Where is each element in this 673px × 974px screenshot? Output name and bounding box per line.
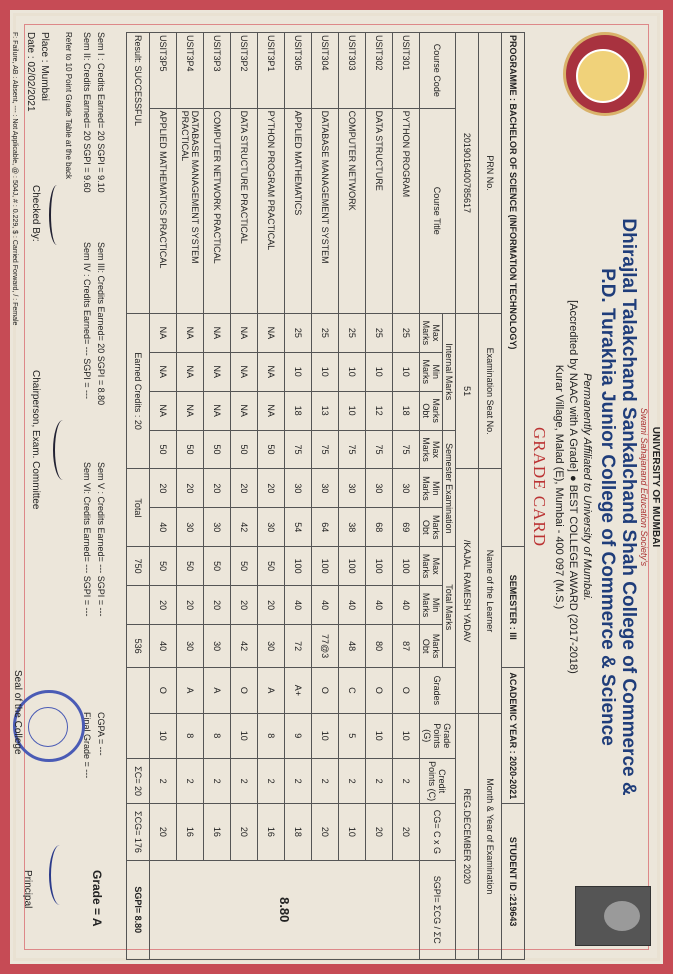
course-s-min: 20 [231, 469, 258, 508]
course-i-obt: 13 [312, 391, 339, 430]
chairperson-signature [53, 420, 73, 480]
course-title: DATABASE MANAGEMENT SYSTEM PRACTICAL [177, 108, 204, 313]
course-s-max: 50 [177, 430, 204, 469]
course-t-obt: 77@3 [312, 625, 339, 668]
place-text: Place : Mumbai [39, 32, 50, 101]
course-t-obt: 30 [177, 625, 204, 668]
course-i-min: NA [204, 352, 231, 391]
date-text: Date : 02/02/2021 [25, 32, 36, 112]
course-i-max: 25 [366, 313, 393, 352]
course-grade: O [150, 668, 177, 713]
course-s-obt: 30 [258, 508, 285, 547]
course-i-max: 25 [285, 313, 312, 352]
course-s-min: 20 [177, 469, 204, 508]
course-code: USIT304 [312, 33, 339, 109]
course-rows [150, 33, 420, 960]
sem4-line: Sem IV : Credits Earned= --- SGPI = --- [82, 242, 92, 400]
prn-label: PRN No. [479, 33, 502, 314]
label-row [479, 33, 502, 960]
col-int-obt: Marks Obt [420, 391, 443, 430]
course-s-obt: 54 [285, 508, 312, 547]
result-cell: Result: SUCCESSFUL [127, 33, 150, 314]
course-title: DATABASE MANAGEMENT SYSTEM [312, 108, 339, 313]
course-gp: 9 [285, 713, 312, 758]
course-t-obt: 30 [204, 625, 231, 668]
earned-credits-cell: Earned Credits : 20 [127, 313, 150, 469]
course-gp: 8 [204, 713, 231, 758]
programme-row [502, 33, 525, 960]
course-cg: 16 [258, 804, 285, 860]
course-s-min: 30 [366, 469, 393, 508]
principal-label: Principal [22, 870, 33, 909]
course-i-obt: NA [258, 391, 285, 430]
course-cp: 2 [312, 758, 339, 803]
course-cp: 2 [177, 758, 204, 803]
table-row [312, 33, 339, 960]
course-grade: O [366, 668, 393, 713]
sem1-line: Sem I : Credits Earned= 20 SGPI = 9.10 [96, 32, 106, 193]
course-grade: O [393, 668, 420, 713]
course-title: DATA STRUCTURE PRACTICAL [231, 108, 258, 313]
col-grades: Grades [420, 668, 456, 713]
course-i-min: 10 [393, 352, 420, 391]
course-title: DATA STRUCTURE [366, 108, 393, 313]
course-s-max: 75 [366, 430, 393, 469]
student-id-cell: STUDENT ID :219643 [502, 804, 525, 960]
course-s-obt: 30 [177, 508, 204, 547]
exam-value: REG.DECEMBER 2020 [456, 713, 479, 959]
course-cp: 2 [231, 758, 258, 803]
table-row [204, 33, 231, 960]
college-name [597, 130, 639, 884]
course-t-obt: 72 [285, 625, 312, 668]
course-t-obt: 30 [258, 625, 285, 668]
college-seal-stamp [13, 690, 85, 762]
sum-c-cell: ΣC= 20 [127, 758, 150, 803]
course-cg: 18 [285, 804, 312, 860]
course-t-max: 50 [177, 547, 204, 586]
course-cg: 20 [366, 804, 393, 860]
cgpa-line: CGPA = --- [96, 712, 106, 756]
course-cg: 20 [393, 804, 420, 860]
col-sem-obt: Marks Obt [420, 508, 443, 547]
course-cg: 20 [231, 804, 258, 860]
course-t-min: 20 [204, 586, 231, 625]
refer-note: Refer to 10 Point Grade Table at the back [64, 32, 73, 180]
course-i-min: 10 [366, 352, 393, 391]
grade-final: Grade = A [90, 870, 104, 927]
course-t-obt: 42 [231, 625, 258, 668]
course-t-max: 100 [285, 547, 312, 586]
col-total-marks: Total Marks [443, 547, 456, 668]
accreditation-text: [Accredited by NAAC with A Grade] ● BEST COLLEGE AWARD (2017-2018) [567, 300, 579, 674]
course-i-min: 10 [339, 352, 366, 391]
grade-table [126, 32, 525, 960]
course-s-obt: 40 [150, 508, 177, 547]
course-i-min: 10 [312, 352, 339, 391]
col-sem-max: Max Marks [420, 430, 443, 469]
course-gp: 10 [312, 713, 339, 758]
course-s-max: 50 [150, 430, 177, 469]
course-title: APPLIED MATHEMATICS PRACTICAL [150, 108, 177, 313]
course-t-obt: 87 [393, 625, 420, 668]
course-cg: 16 [177, 804, 204, 860]
checked-by-label: Checked By: [30, 185, 41, 242]
prn-value: 2019016400785617 [456, 33, 479, 314]
course-i-obt: NA [150, 391, 177, 430]
course-code: USIT3P5 [150, 33, 177, 109]
course-i-max: NA [150, 313, 177, 352]
course-s-max: 50 [231, 430, 258, 469]
course-s-max: 50 [258, 430, 285, 469]
course-i-max: NA [177, 313, 204, 352]
final-grade-line: Final Grade = --- [82, 712, 92, 779]
course-t-max: 100 [339, 547, 366, 586]
course-t-max: 50 [204, 547, 231, 586]
course-title: COMPUTER NETWORK [339, 108, 366, 313]
course-t-min: 40 [339, 586, 366, 625]
course-grade: A [258, 668, 285, 713]
exam-label: Month & Year of Examination [479, 713, 502, 959]
course-cp: 2 [150, 758, 177, 803]
course-t-obt: 48 [339, 625, 366, 668]
course-grade: A [204, 668, 231, 713]
total-max-cell: 750 [127, 547, 150, 586]
course-t-min: 20 [231, 586, 258, 625]
course-i-obt: 18 [393, 391, 420, 430]
value-row [456, 33, 479, 960]
chairperson-label: Chairperson, Exam. Committee [30, 370, 41, 510]
course-t-min: 40 [285, 586, 312, 625]
learner-value: /KAJAL RAMESH YADAV [456, 469, 479, 713]
col-grade-points: Grade Points (G) [420, 713, 456, 758]
col-sem-min: Min Marks [420, 469, 443, 508]
course-gp: 10 [393, 713, 420, 758]
table-row [285, 33, 312, 960]
seat-value: 51 [456, 313, 479, 469]
course-gp: 10 [231, 713, 258, 758]
course-grade: A+ [285, 668, 312, 713]
course-i-obt: NA [204, 391, 231, 430]
academic-year-cell: ACADEMIC YEAR : 2020-2021 [502, 668, 525, 804]
course-code: USIT3P2 [231, 33, 258, 109]
course-cp: 2 [366, 758, 393, 803]
programme-cell: PROGRAMME : BACHELOR OF SCIENCE (INFORMATION TECHNOLOGY) [502, 33, 525, 547]
course-i-obt: 18 [285, 391, 312, 430]
course-s-min: 30 [312, 469, 339, 508]
course-i-max: NA [204, 313, 231, 352]
course-cg: 10 [339, 804, 366, 860]
col-course-code: Course Code [420, 33, 456, 109]
course-s-min: 20 [258, 469, 285, 508]
college-name-line2: P.D. Turakhia Junior College of Commerce & Science [597, 268, 618, 746]
seal-label: Seal of the College [12, 670, 23, 755]
col-tot-min: Min Marks [420, 586, 443, 625]
course-s-max: 75 [339, 430, 366, 469]
table-row [150, 33, 177, 960]
course-code: USIT301 [393, 33, 420, 109]
course-s-obt: 64 [312, 508, 339, 547]
course-s-obt: 42 [231, 508, 258, 547]
course-cp: 2 [285, 758, 312, 803]
course-i-max: NA [231, 313, 258, 352]
course-i-min: NA [231, 352, 258, 391]
course-i-min: NA [150, 352, 177, 391]
sem6-line: Sem VI: Credits Earned= --- SGPI = --- [82, 462, 92, 617]
course-i-min: NA [258, 352, 285, 391]
course-t-max: 100 [366, 547, 393, 586]
course-title: COMPUTER NETWORK PRACTICAL [204, 108, 231, 313]
course-s-obt: 38 [339, 508, 366, 547]
table-row [339, 33, 366, 960]
course-t-max: 100 [393, 547, 420, 586]
course-title: APPLIED MATHEMATICS [285, 108, 312, 313]
course-t-max: 50 [258, 547, 285, 586]
course-code: USIT3P3 [204, 33, 231, 109]
course-s-obt: 30 [204, 508, 231, 547]
col-course-title: Course Title [420, 108, 456, 313]
course-i-max: 25 [393, 313, 420, 352]
course-s-obt: 69 [393, 508, 420, 547]
course-s-min: 30 [339, 469, 366, 508]
blank-cell [127, 668, 150, 759]
course-s-max: 75 [285, 430, 312, 469]
course-i-max: NA [258, 313, 285, 352]
course-grade: A [177, 668, 204, 713]
course-cg: 16 [204, 804, 231, 860]
sem5-line: Sem V : Credits Earned= --- SGPI = --- [96, 462, 106, 617]
col-cg: CG= C x G [420, 804, 456, 860]
course-i-min: 10 [285, 352, 312, 391]
col-tot-obt: Marks Obt [420, 625, 443, 668]
course-t-min: 20 [258, 586, 285, 625]
table-row [177, 33, 204, 960]
course-t-obt: 40 [150, 625, 177, 668]
course-cp: 2 [339, 758, 366, 803]
course-t-min: 40 [366, 586, 393, 625]
course-t-max: 100 [312, 547, 339, 586]
course-s-min: 30 [285, 469, 312, 508]
col-tot-max: Max Marks [420, 547, 443, 586]
course-gp: 5 [339, 713, 366, 758]
col-credit-points: Credit Points (C) [420, 758, 456, 803]
course-code: USIT3P1 [258, 33, 285, 109]
course-i-max: 25 [339, 313, 366, 352]
course-cp: 2 [258, 758, 285, 803]
college-address: Kurar Village, Malad (E), Mumbai - 400 097 (M.S.) [553, 364, 565, 610]
course-code: USIT305 [285, 33, 312, 109]
course-cg: 20 [150, 804, 177, 860]
table-row [393, 33, 420, 960]
checker-signature [49, 185, 65, 245]
seat-label: Examination Seat No. [479, 313, 502, 469]
sum-cg-cell: ΣCG= 176 [127, 804, 150, 860]
principal-signature [49, 845, 71, 905]
course-code: USIT3P4 [177, 33, 204, 109]
course-gp: 8 [177, 713, 204, 758]
course-title: PYTHON PROGRAM [393, 108, 420, 313]
col-semester-exam: Semester Examination [443, 430, 456, 547]
course-gp: 10 [150, 713, 177, 758]
affiliation-text: Permanently Affiliated to University of Mumbai. [581, 373, 593, 601]
course-i-obt: NA [231, 391, 258, 430]
course-i-obt: 12 [366, 391, 393, 430]
semester-cell: SEMESTER : III [502, 547, 525, 668]
course-grade: O [312, 668, 339, 713]
course-i-max: 25 [312, 313, 339, 352]
college-name-line1: Dhirajlal Talakchand Sankalchand Shah College of Commerce & [618, 218, 639, 796]
course-s-max: 50 [204, 430, 231, 469]
legend-text: F: Failure, AB : Absent, --- : Not Applicable, @ : 504J, # : 0.229, $ : Carried Forward, / : Female [11, 32, 18, 326]
course-t-min: 20 [150, 586, 177, 625]
table-row [231, 33, 258, 960]
total-min-cell [127, 586, 150, 625]
sem3-line: Sem III: Credits Earned= 20 SGPI = 8.80 [96, 242, 106, 406]
course-t-max: 50 [231, 547, 258, 586]
document-title: GRADE CARD [530, 426, 549, 548]
course-title: PYTHON PROGRAM PRACTICAL [258, 108, 285, 313]
table-row [366, 33, 393, 960]
col-sgpi: SGPI= ΣCG / ΣC [420, 860, 456, 959]
total-obt-cell: 536 [127, 625, 150, 668]
course-s-max: 75 [312, 430, 339, 469]
course-t-obt: 80 [366, 625, 393, 668]
sgpi-value: 8.80 [150, 860, 420, 959]
course-s-min: 20 [150, 469, 177, 508]
course-s-obt: 68 [366, 508, 393, 547]
course-i-min: NA [177, 352, 204, 391]
course-gp: 10 [366, 713, 393, 758]
course-cp: 2 [204, 758, 231, 803]
course-grade: O [231, 668, 258, 713]
sgpi-final-cell: SGPI= 8.80 [127, 860, 150, 959]
table-row [258, 33, 285, 960]
course-t-min: 40 [393, 586, 420, 625]
footer-block [23, 32, 51, 112]
course-i-obt: 10 [339, 391, 366, 430]
col-int-min: Min Marks [420, 352, 443, 391]
course-s-min: 20 [204, 469, 231, 508]
course-s-min: 30 [393, 469, 420, 508]
course-s-max: 75 [393, 430, 420, 469]
course-cg: 20 [312, 804, 339, 860]
course-code: USIT302 [366, 33, 393, 109]
society-name: Swami Sahajanand Education Society's [639, 407, 649, 567]
course-gp: 8 [258, 713, 285, 758]
course-grade: C [339, 668, 366, 713]
course-t-max: 50 [150, 547, 177, 586]
learner-label: Name of the Learner [479, 469, 502, 713]
col-int-max: Max Marks [420, 313, 443, 352]
sem2-line: Sem II: Credits Earned= 20 SGPI = 9.60 [82, 32, 92, 193]
course-t-min: 20 [177, 586, 204, 625]
total-label-cell: Total [127, 469, 150, 547]
course-code: USIT303 [339, 33, 366, 109]
course-cp: 2 [393, 758, 420, 803]
course-t-min: 40 [312, 586, 339, 625]
header-row-1 [443, 33, 456, 960]
university-name: UNIVERSITY OF MUMBAI [650, 426, 661, 548]
course-i-obt: NA [177, 391, 204, 430]
col-internal: Internal Marks [443, 313, 456, 430]
total-row [127, 33, 150, 960]
